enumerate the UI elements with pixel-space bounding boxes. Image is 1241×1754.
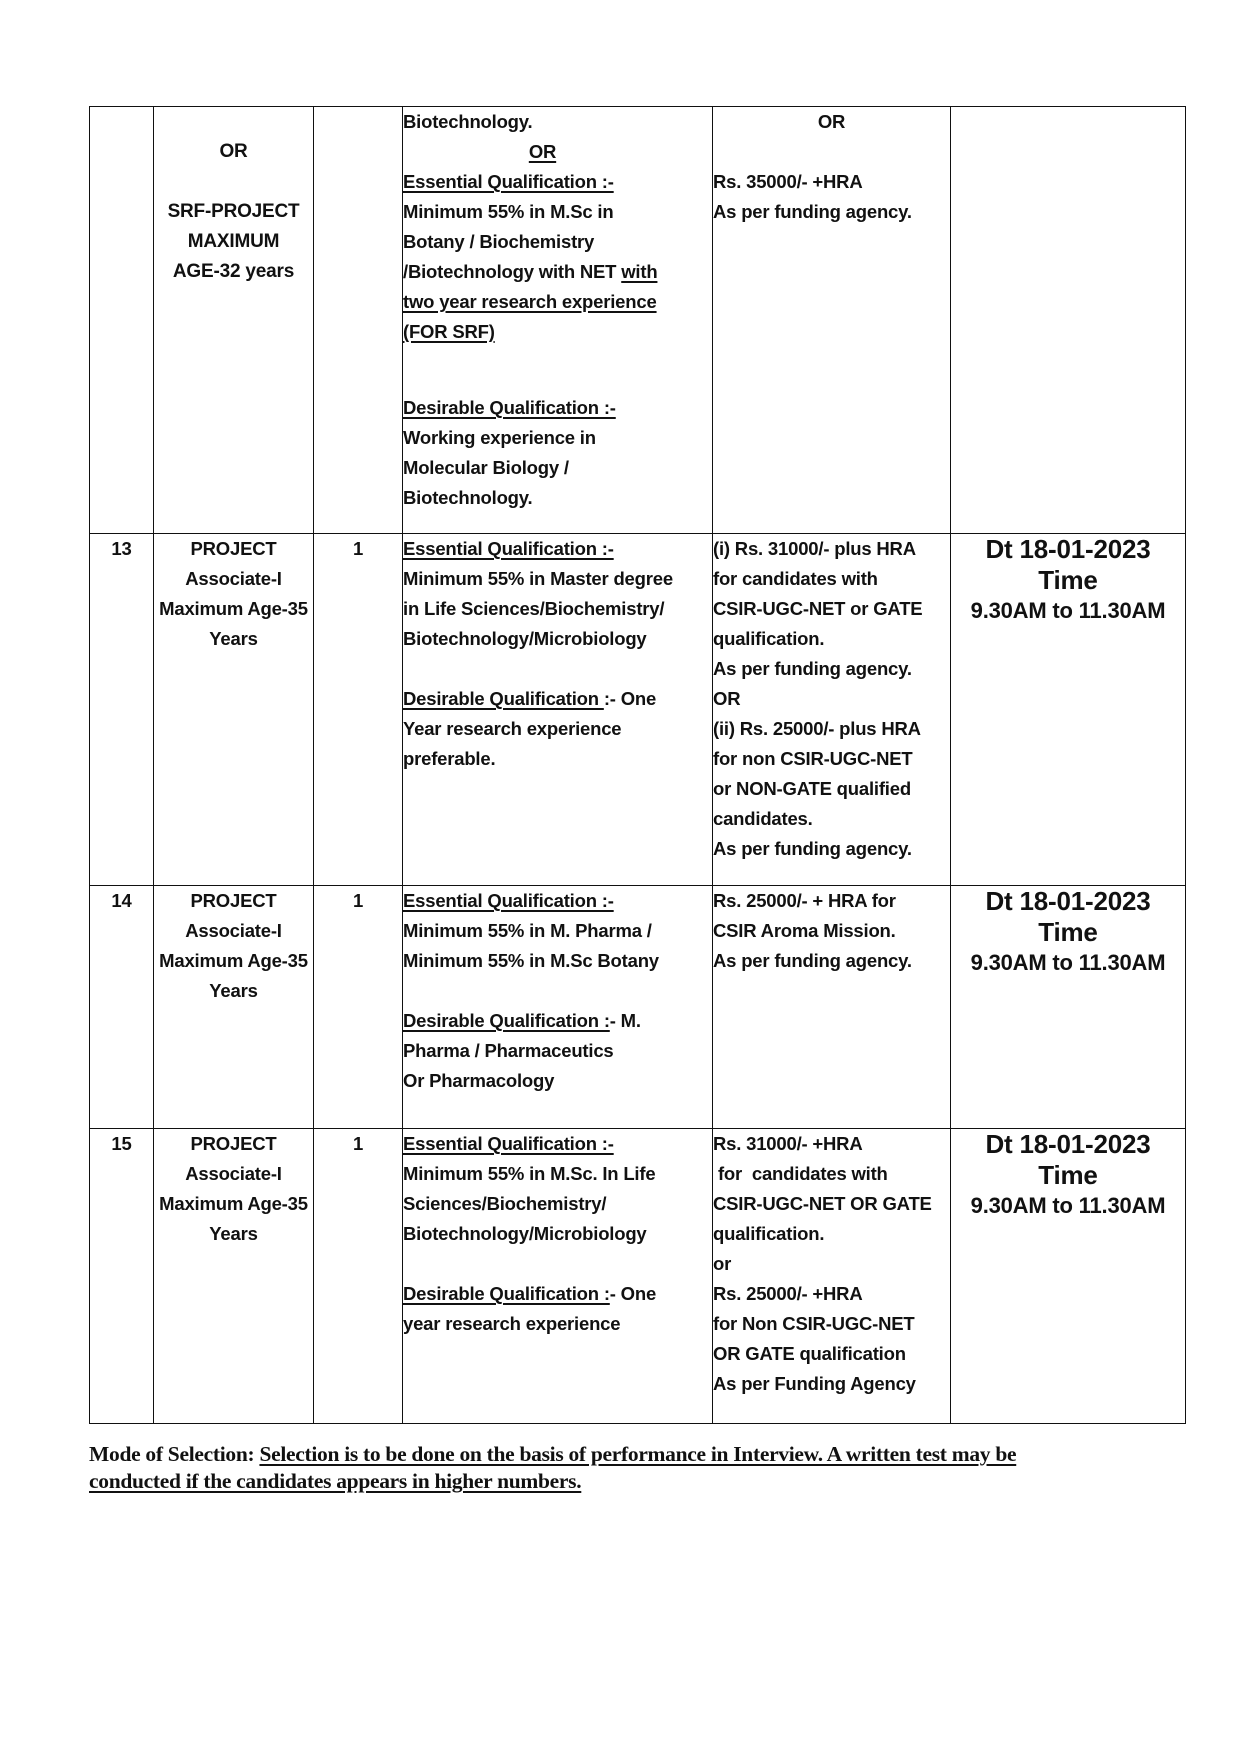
post-or-label: OR (219, 141, 248, 162)
post-title-line: PROJECT (190, 890, 277, 911)
salary-line: As per funding agency. (713, 201, 912, 222)
essential-qualification-label: Essential Qualification :- (403, 890, 614, 911)
salary-line: for Non CSIR-UGC-NET (713, 1313, 915, 1334)
interview-time-label: Time (1038, 917, 1098, 947)
post-title-line: Associate-I (185, 568, 282, 589)
qualification-line: Biotechnology. (403, 487, 533, 508)
salary-line: As per funding agency. (713, 838, 912, 859)
qualification-or-label: OR (528, 141, 557, 162)
desirable-qualification-label: Desirable Qualification (403, 688, 604, 709)
qualification-line: Minimum 55% in M.Sc. In Life (403, 1163, 656, 1184)
salary-line: OR GATE qualification (713, 1343, 906, 1364)
mode-of-selection-text: Selection is to be done on the basis of performance in Interview. A written test may be (259, 1442, 1017, 1466)
salary-line: (ii) Rs. 25000/- plus HRA (713, 718, 921, 739)
qualification-line: Biotechnology. (403, 111, 533, 132)
post-name-cell (154, 886, 314, 1129)
post-title-line: SRF-PROJECT (167, 201, 300, 222)
salary-line: candidates. (713, 808, 813, 829)
essential-qualification-label: Essential Qualification :- (403, 1133, 614, 1154)
interview-cell (951, 534, 1186, 886)
qualification-cell (403, 107, 713, 534)
salary-line: for candidates with (713, 1163, 888, 1184)
qualification-underlined-text: (FOR SRF) (403, 321, 495, 342)
salary-line: qualification. (713, 1223, 825, 1244)
interview-date: Dt 18-01-2023 (985, 1129, 1151, 1159)
post-title-line: Associate-I (185, 1163, 282, 1184)
qualification-line: Working experience in (403, 427, 596, 448)
post-title-line: Associate-I (185, 920, 282, 941)
recruitment-table (89, 106, 1186, 1424)
desirable-qualification-label: Desirable Qualification : (403, 1283, 610, 1304)
salary-line: qualification. (713, 628, 825, 649)
interview-time-range: 9.30AM to 11.30AM (970, 598, 1166, 623)
qualification-line: Botany / Biochemistry (403, 231, 595, 252)
essential-qualification-label: Essential Qualification :- (403, 171, 614, 192)
serial-number-cell: 13 (90, 534, 154, 886)
interview-date: Dt 18-01-2023 (985, 886, 1151, 916)
mode-of-selection-text-continued: conducted if the candidates appears in higher numbers. (89, 1469, 582, 1493)
salary-line: Rs. 25000/- + HRA for (713, 890, 896, 911)
table-row-srf-continuation (90, 107, 1186, 534)
post-title-line: Maximum Age-35 (159, 950, 308, 971)
qualification-line: Minimum 55% in M.Sc Botany (403, 950, 659, 971)
salary-line: OR (713, 688, 741, 709)
qualification-line: Biotechnology/Microbiology (403, 1223, 647, 1244)
qualification-line: Or Pharmacology (403, 1070, 555, 1091)
mode-of-selection-label: Mode of Selection: (89, 1442, 260, 1466)
positions-cell: 1 (314, 1129, 403, 1424)
qualification-cell (403, 886, 713, 1129)
salary-line: As per Funding Agency (713, 1373, 916, 1394)
post-title-line: MAXIMUM (187, 231, 280, 252)
salary-line: for candidates with (713, 568, 878, 589)
qualification-line: Year research experience (403, 718, 622, 739)
qualification-line: Sciences/Biochemistry/ (403, 1193, 607, 1214)
interview-time-label: Time (1038, 1160, 1098, 1190)
qualification-line: Biotechnology/Microbiology (403, 628, 647, 649)
interview-cell (951, 1129, 1186, 1424)
interview-time-range: 9.30AM to 11.30AM (970, 950, 1166, 975)
qualification-line: year research experience (403, 1313, 621, 1334)
serial-number-cell: 14 (90, 886, 154, 1129)
post-name-cell (154, 1129, 314, 1424)
post-title-line: Years (209, 1223, 258, 1244)
salary-line: or NON-GATE qualified (713, 778, 911, 799)
positions-cell: 1 (314, 886, 403, 1129)
post-name-cell (154, 534, 314, 886)
post-title-line: Maximum Age-35 (159, 598, 308, 619)
salary-line: Rs. 25000/- +HRA (713, 1283, 863, 1304)
qualification-underlined-text: two year research experience (403, 291, 657, 312)
desirable-qualification-label: Desirable Qualification :- (403, 397, 616, 418)
salary-line: CSIR-UGC-NET OR GATE (713, 1193, 932, 1214)
serial-number-cell (90, 107, 154, 534)
salary-line: CSIR Aroma Mission. (713, 920, 896, 941)
qualification-line: /Biotechnology with NET (403, 261, 622, 282)
salary-line: or (713, 1253, 732, 1274)
positions-cell: 1 (314, 534, 403, 886)
qualification-line: Molecular Biology / (403, 457, 569, 478)
table-row-15 (90, 1129, 1186, 1424)
qualification-line: Minimum 55% in Master degree (403, 568, 673, 589)
qualification-line: Pharma / Pharmaceutics (403, 1040, 614, 1061)
salary-cell (713, 886, 951, 1129)
post-title-line: Years (209, 980, 258, 1001)
positions-cell (314, 107, 403, 534)
salary-line: for non CSIR-UGC-NET (713, 748, 913, 769)
post-title-line: PROJECT (190, 1133, 277, 1154)
interview-cell (951, 107, 1186, 534)
qualification-line: in Life Sciences/Biochemistry/ (403, 598, 665, 619)
qualification-cell (403, 534, 713, 886)
qualification-cell (403, 1129, 713, 1424)
post-title-line: AGE-32 years (172, 261, 295, 282)
interview-cell (951, 886, 1186, 1129)
salary-line: Rs. 31000/- +HRA (713, 1133, 863, 1154)
salary-line: CSIR-UGC-NET or GATE (713, 598, 923, 619)
qualification-line: Minimum 55% in M. Pharma / (403, 920, 652, 941)
post-name-cell (154, 107, 314, 534)
salary-cell (713, 1129, 951, 1424)
desirable-qualification-text: - One (609, 1283, 657, 1304)
desirable-qualification-text: - M. (609, 1010, 641, 1031)
post-title-line: Maximum Age-35 (159, 1193, 308, 1214)
interview-time-range: 9.30AM to 11.30AM (970, 1193, 1166, 1218)
interview-time-label: Time (1038, 565, 1098, 595)
interview-date: Dt 18-01-2023 (985, 534, 1151, 564)
salary-line: Rs. 35000/- +HRA (713, 171, 863, 192)
qualification-underlined-text: with (621, 261, 658, 282)
table-row-13 (90, 534, 1186, 886)
salary-cell (713, 534, 951, 886)
salary-cell (713, 107, 951, 534)
post-title-line: PROJECT (190, 538, 277, 559)
qualification-line: Minimum 55% in M.Sc in (403, 201, 614, 222)
salary-or-label: OR (817, 111, 846, 132)
mode-of-selection (89, 1441, 1149, 1495)
qualification-line: preferable. (403, 748, 496, 769)
serial-number-cell: 15 (90, 1129, 154, 1424)
post-title-line: Years (209, 628, 258, 649)
salary-line: As per funding agency. (713, 658, 912, 679)
table-row-14 (90, 886, 1186, 1129)
salary-line: As per funding agency. (713, 950, 912, 971)
essential-qualification-label: Essential Qualification :- (403, 538, 614, 559)
desirable-qualification-label: Desirable Qualification : (403, 1010, 610, 1031)
salary-line: (i) Rs. 31000/- plus HRA (713, 538, 916, 559)
desirable-qualification-text: :- One (603, 688, 657, 709)
